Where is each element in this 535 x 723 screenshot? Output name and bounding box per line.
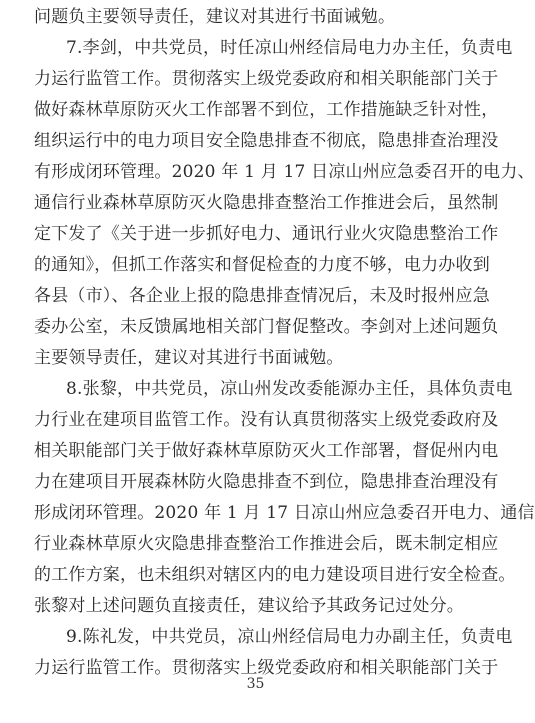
text-line: 的通知》，但抓工作落实和督促检查的力度不够，电力办收到 bbox=[34, 255, 490, 275]
text-line: 主要领导责任，建议对其进行书面诫勉。 bbox=[34, 348, 344, 368]
text-line: 做好森林草原防灭火工作部署不到位，工作措施缺乏针对性， bbox=[34, 100, 499, 120]
document-body bbox=[34, 0, 535, 684]
text-line: 各县（市）、各企业上报的隐患排查情况后，未及时报州应急 bbox=[34, 286, 490, 306]
text-line: 行业森林草原火灾隐患排查整治工作推进会后，既未制定相应 bbox=[34, 534, 499, 554]
page-number: 35 bbox=[246, 676, 265, 692]
paragraph-7-start: 7.李剑，中共党员，时任凉山州经信局电力办主任，负责电 bbox=[66, 38, 513, 58]
text-line: 定下发了《关于进一步抓好电力、通讯行业火灾隐患整治工作 bbox=[34, 224, 499, 244]
text-line: 问题负主要领导责任，建议对其进行书面诫勉。 bbox=[34, 7, 396, 27]
text-line: 力运行监管工作。贯彻落实上级党委政府和相关职能部门关于 bbox=[34, 69, 499, 89]
text-line: 形成闭环管理。2020 年 1 月 17 日凉山州应急委召开电力、通信 bbox=[34, 503, 535, 523]
text-line: 委办公室，未反馈属地相关部门督促整改。李剑对上述问题负 bbox=[34, 317, 499, 337]
text-line: 相关职能部门关于做好森林草原防灭火工作部署，督促州内电 bbox=[34, 441, 499, 461]
text-line: 力在建项目开展森林防火隐患排查不到位，隐患排查治理没有 bbox=[34, 472, 499, 492]
text-line: 通信行业森林草原防灭火隐患排查整治工作推进会后，虽然制 bbox=[34, 193, 499, 213]
text-line: 有形成闭环管理。2020 年 1 月 17 日凉山州应急委召开的电力、 bbox=[34, 162, 535, 182]
text-line: 张黎对上述问题负直接责任，建议给予其政务记过处分。 bbox=[34, 596, 464, 616]
text-line: 的工作方案，也未组织对辖区内的电力建设项目进行安全检查。 bbox=[34, 565, 516, 585]
text-line: 力行业在建项目监管工作。没有认真贯彻落实上级党委政府及 bbox=[34, 410, 499, 430]
text-line: 组织运行中的电力项目安全隐患排查不彻底，隐患排查治理没 bbox=[34, 131, 499, 151]
paragraph-9-start: 9.陈礼发，中共党员，凉山州经信局电力办副主任，负责电 bbox=[66, 627, 513, 647]
paragraph-8-start: 8.张黎，中共党员，凉山州发改委能源办主任，具体负责电 bbox=[66, 379, 513, 399]
text-line: 力运行监管工作。贯彻落实上级党委政府和相关职能部门关于 bbox=[34, 658, 499, 678]
